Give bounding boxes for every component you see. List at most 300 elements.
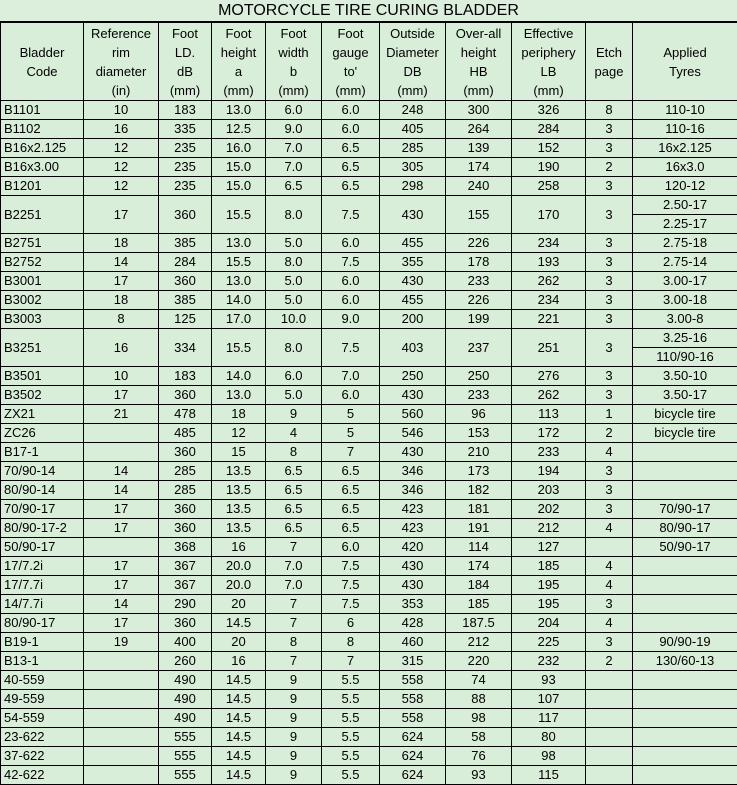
foot-gauge-cell: 5.5 bbox=[322, 690, 380, 709]
table-row bbox=[1, 272, 737, 291]
etch-page-cell bbox=[586, 728, 633, 747]
foot-ld-cell: 360 bbox=[159, 614, 212, 633]
outside-diameter-cell: 248 bbox=[380, 101, 446, 120]
header-line: (mm) bbox=[266, 81, 321, 100]
table-row bbox=[1, 538, 737, 557]
outside-diameter-cell: 430 bbox=[380, 557, 446, 576]
foot-height-cell: 13.0 bbox=[212, 272, 266, 291]
header-line: to' bbox=[322, 62, 379, 81]
overall-height-cell: 74 bbox=[446, 671, 512, 690]
applied-tyres-cell: 3.00-8 bbox=[633, 310, 737, 329]
overall-height-cell: 182 bbox=[446, 481, 512, 500]
foot-width-cell: 5.0 bbox=[266, 234, 322, 253]
bladder-table bbox=[0, 22, 737, 785]
foot-gauge-cell: 6 bbox=[322, 614, 380, 633]
rim-cell: 18 bbox=[84, 291, 159, 310]
applied-tyres-cell bbox=[633, 671, 737, 690]
foot-ld-cell: 555 bbox=[159, 747, 212, 766]
bladder-code-cell: B2752 bbox=[1, 253, 84, 272]
effective-periphery-cell: 203 bbox=[512, 481, 586, 500]
foot-gauge-cell: 6.5 bbox=[322, 481, 380, 500]
header-outside-diameter bbox=[380, 23, 446, 101]
header-line: Foot bbox=[266, 24, 321, 43]
outside-diameter-cell: 558 bbox=[380, 709, 446, 728]
overall-height-cell: 199 bbox=[446, 310, 512, 329]
outside-diameter-cell: 355 bbox=[380, 253, 446, 272]
applied-tyres-cell: 3.00-17 bbox=[633, 272, 737, 291]
effective-periphery-cell: 258 bbox=[512, 177, 586, 196]
foot-ld-cell: 490 bbox=[159, 690, 212, 709]
effective-periphery-cell: 185 bbox=[512, 557, 586, 576]
table-row bbox=[1, 158, 737, 177]
foot-height-cell: 20.0 bbox=[212, 557, 266, 576]
foot-ld-cell: 125 bbox=[159, 310, 212, 329]
foot-width-cell: 9 bbox=[266, 747, 322, 766]
outside-diameter-cell: 428 bbox=[380, 614, 446, 633]
bladder-code-cell: B2751 bbox=[1, 234, 84, 253]
table-row bbox=[1, 367, 737, 386]
bladder-code-cell: B3501 bbox=[1, 367, 84, 386]
effective-periphery-cell: 262 bbox=[512, 272, 586, 291]
effective-periphery-cell: 204 bbox=[512, 614, 586, 633]
table-row bbox=[1, 234, 737, 253]
outside-diameter-cell: 558 bbox=[380, 690, 446, 709]
foot-gauge-cell: 5.5 bbox=[322, 709, 380, 728]
outside-diameter-cell: 200 bbox=[380, 310, 446, 329]
table-row bbox=[1, 405, 737, 424]
overall-height-cell: 226 bbox=[446, 234, 512, 253]
header-effective-periphery bbox=[512, 23, 586, 101]
foot-width-cell: 9 bbox=[266, 766, 322, 785]
applied-tyres-cell: 120-12 bbox=[633, 177, 737, 196]
etch-page-cell: 3 bbox=[586, 253, 633, 272]
effective-periphery-cell: 152 bbox=[512, 139, 586, 158]
applied-tyre: 110/90-16 bbox=[633, 347, 737, 366]
header-line: rim bbox=[84, 43, 158, 62]
header-line: Reference bbox=[84, 24, 158, 43]
foot-width-cell: 7 bbox=[266, 652, 322, 671]
etch-page-cell: 3 bbox=[586, 386, 633, 405]
rim-cell bbox=[84, 652, 159, 671]
foot-width-cell: 6.5 bbox=[266, 481, 322, 500]
header-applied-tyres bbox=[633, 23, 737, 101]
effective-periphery-cell: 202 bbox=[512, 500, 586, 519]
rim-cell: 16 bbox=[84, 120, 159, 139]
header-line: Effective bbox=[512, 24, 585, 43]
applied-tyres-cell bbox=[633, 443, 737, 462]
foot-gauge-cell: 6.0 bbox=[322, 234, 380, 253]
foot-height-cell: 13.5 bbox=[212, 481, 266, 500]
effective-periphery-cell: 326 bbox=[512, 101, 586, 120]
bladder-code-cell: 70/90-14 bbox=[1, 462, 84, 481]
effective-periphery-cell: 262 bbox=[512, 386, 586, 405]
header-line: (in) bbox=[84, 81, 158, 100]
rim-cell bbox=[84, 690, 159, 709]
foot-height-cell: 16 bbox=[212, 538, 266, 557]
overall-height-cell: 93 bbox=[446, 766, 512, 785]
bladder-code-cell: B17-1 bbox=[1, 443, 84, 462]
overall-height-cell: 220 bbox=[446, 652, 512, 671]
bladder-code-cell: B2251 bbox=[1, 196, 84, 234]
table-row bbox=[1, 728, 737, 747]
foot-height-cell: 14.0 bbox=[212, 367, 266, 386]
foot-height-cell: 13.5 bbox=[212, 500, 266, 519]
table-row bbox=[1, 120, 737, 139]
foot-gauge-cell: 5.5 bbox=[322, 671, 380, 690]
foot-gauge-cell: 7.5 bbox=[322, 196, 380, 234]
overall-height-cell: 184 bbox=[446, 576, 512, 595]
rim-cell: 17 bbox=[84, 614, 159, 633]
foot-ld-cell: 334 bbox=[159, 329, 212, 367]
bladder-code-cell: 50/90-17 bbox=[1, 538, 84, 557]
etch-page-cell: 4 bbox=[586, 443, 633, 462]
rim-cell bbox=[84, 538, 159, 557]
outside-diameter-cell: 430 bbox=[380, 272, 446, 291]
table-row bbox=[1, 690, 737, 709]
foot-height-cell: 14.5 bbox=[212, 766, 266, 785]
overall-height-cell: 153 bbox=[446, 424, 512, 443]
foot-ld-cell: 235 bbox=[159, 158, 212, 177]
outside-diameter-cell: 250 bbox=[380, 367, 446, 386]
outside-diameter-cell: 298 bbox=[380, 177, 446, 196]
foot-height-cell: 14.0 bbox=[212, 291, 266, 310]
table-row bbox=[1, 576, 737, 595]
bladder-code-cell: B16x2.125 bbox=[1, 139, 84, 158]
effective-periphery-cell: 93 bbox=[512, 671, 586, 690]
applied-tyres-cell: 90/90-19 bbox=[633, 633, 737, 652]
foot-height-cell: 14.5 bbox=[212, 671, 266, 690]
overall-height-cell: 191 bbox=[446, 519, 512, 538]
foot-ld-cell: 367 bbox=[159, 576, 212, 595]
foot-gauge-cell: 6.0 bbox=[322, 120, 380, 139]
rim-cell: 12 bbox=[84, 158, 159, 177]
foot-ld-cell: 284 bbox=[159, 253, 212, 272]
header-row bbox=[1, 23, 737, 101]
bladder-code-cell: 14/7.7i bbox=[1, 595, 84, 614]
foot-ld-cell: 235 bbox=[159, 177, 212, 196]
foot-gauge-cell: 6.5 bbox=[322, 462, 380, 481]
foot-ld-cell: 235 bbox=[159, 139, 212, 158]
header-line: (mm) bbox=[446, 81, 511, 100]
foot-ld-cell: 183 bbox=[159, 101, 212, 120]
effective-periphery-cell: 170 bbox=[512, 196, 586, 234]
rim-cell: 12 bbox=[84, 177, 159, 196]
etch-page-cell bbox=[586, 766, 633, 785]
overall-height-cell: 174 bbox=[446, 557, 512, 576]
etch-page-cell: 3 bbox=[586, 595, 633, 614]
etch-page-cell: 4 bbox=[586, 557, 633, 576]
rim-cell: 10 bbox=[84, 367, 159, 386]
applied-tyres-cell: 3.00-18 bbox=[633, 291, 737, 310]
foot-gauge-cell: 6.5 bbox=[322, 139, 380, 158]
overall-height-cell: 114 bbox=[446, 538, 512, 557]
effective-periphery-cell: 276 bbox=[512, 367, 586, 386]
header-foot-width bbox=[266, 23, 322, 101]
header-line: LB bbox=[512, 62, 585, 81]
table-row bbox=[1, 386, 737, 405]
table-row bbox=[1, 595, 737, 614]
foot-gauge-cell: 7 bbox=[322, 443, 380, 462]
header-line: Code bbox=[1, 62, 83, 81]
outside-diameter-cell: 624 bbox=[380, 766, 446, 785]
table-row bbox=[1, 671, 737, 690]
header-line: diameter bbox=[84, 62, 158, 81]
effective-periphery-cell: 107 bbox=[512, 690, 586, 709]
foot-gauge-cell: 6.0 bbox=[322, 538, 380, 557]
table-row bbox=[1, 709, 737, 728]
header-foot-height bbox=[212, 23, 266, 101]
foot-width-cell: 8 bbox=[266, 443, 322, 462]
foot-gauge-cell: 5 bbox=[322, 405, 380, 424]
foot-width-cell: 10.0 bbox=[266, 310, 322, 329]
rim-cell bbox=[84, 728, 159, 747]
rim-cell: 17 bbox=[84, 519, 159, 538]
header-line: width bbox=[266, 43, 321, 62]
overall-height-cell: 139 bbox=[446, 139, 512, 158]
outside-diameter-cell: 346 bbox=[380, 462, 446, 481]
rim-cell: 10 bbox=[84, 101, 159, 120]
foot-ld-cell: 555 bbox=[159, 728, 212, 747]
foot-width-cell: 7 bbox=[266, 538, 322, 557]
foot-height-cell: 12 bbox=[212, 424, 266, 443]
overall-height-cell: 250 bbox=[446, 367, 512, 386]
bladder-code-cell: 37-622 bbox=[1, 747, 84, 766]
overall-height-cell: 187.5 bbox=[446, 614, 512, 633]
etch-page-cell: 2 bbox=[586, 652, 633, 671]
foot-ld-cell: 290 bbox=[159, 595, 212, 614]
etch-page-cell: 4 bbox=[586, 614, 633, 633]
foot-gauge-cell: 6.5 bbox=[322, 519, 380, 538]
effective-periphery-cell: 194 bbox=[512, 462, 586, 481]
foot-gauge-cell: 6.0 bbox=[322, 291, 380, 310]
applied-tyres-cell: 16x3.0 bbox=[633, 158, 737, 177]
header-line: Foot bbox=[159, 24, 211, 43]
rim-cell: 14 bbox=[84, 253, 159, 272]
header-line: Foot bbox=[322, 24, 379, 43]
etch-page-cell: 3 bbox=[586, 481, 633, 500]
overall-height-cell: 58 bbox=[446, 728, 512, 747]
rim-cell: 17 bbox=[84, 386, 159, 405]
header-overall-height bbox=[446, 23, 512, 101]
table-row bbox=[1, 101, 737, 120]
foot-height-cell: 13.0 bbox=[212, 234, 266, 253]
rim-cell: 17 bbox=[84, 196, 159, 234]
outside-diameter-cell: 460 bbox=[380, 633, 446, 652]
header-line: dB bbox=[159, 62, 211, 81]
applied-tyres-cell bbox=[633, 766, 737, 785]
overall-height-cell: 233 bbox=[446, 386, 512, 405]
table-row bbox=[1, 519, 737, 538]
outside-diameter-cell: 624 bbox=[380, 728, 446, 747]
bladder-code-cell: ZC26 bbox=[1, 424, 84, 443]
rim-cell: 14 bbox=[84, 481, 159, 500]
rim-cell: 17 bbox=[84, 557, 159, 576]
foot-ld-cell: 360 bbox=[159, 272, 212, 291]
etch-page-cell bbox=[586, 690, 633, 709]
etch-page-cell: 1 bbox=[586, 405, 633, 424]
foot-height-cell: 12.5 bbox=[212, 120, 266, 139]
foot-height-cell: 20 bbox=[212, 633, 266, 652]
foot-height-cell: 15 bbox=[212, 443, 266, 462]
etch-page-cell bbox=[586, 709, 633, 728]
foot-width-cell: 7 bbox=[266, 614, 322, 633]
etch-page-cell: 8 bbox=[586, 101, 633, 120]
foot-ld-cell: 490 bbox=[159, 709, 212, 728]
rim-cell: 19 bbox=[84, 633, 159, 652]
foot-gauge-cell: 7.5 bbox=[322, 595, 380, 614]
header-line: Diameter bbox=[380, 43, 445, 62]
effective-periphery-cell: 234 bbox=[512, 234, 586, 253]
applied-tyres-cell bbox=[633, 462, 737, 481]
rim-cell: 8 bbox=[84, 310, 159, 329]
foot-gauge-cell: 6.0 bbox=[322, 272, 380, 291]
effective-periphery-cell: 225 bbox=[512, 633, 586, 652]
header-line: (mm) bbox=[159, 81, 211, 100]
applied-tyres-cell: 50/90-17 bbox=[633, 538, 737, 557]
header-bladder-code bbox=[1, 23, 84, 101]
table-row bbox=[1, 177, 737, 196]
foot-height-cell: 13.5 bbox=[212, 462, 266, 481]
foot-height-cell: 20.0 bbox=[212, 576, 266, 595]
header-line: a bbox=[212, 62, 265, 81]
effective-periphery-cell: 190 bbox=[512, 158, 586, 177]
foot-width-cell: 4 bbox=[266, 424, 322, 443]
bladder-code-cell: B1102 bbox=[1, 120, 84, 139]
overall-height-cell: 237 bbox=[446, 329, 512, 367]
etch-page-cell: 3 bbox=[586, 196, 633, 234]
foot-ld-cell: 490 bbox=[159, 671, 212, 690]
foot-gauge-cell: 6.0 bbox=[322, 101, 380, 120]
bladder-code-cell: B3003 bbox=[1, 310, 84, 329]
foot-height-cell: 15.0 bbox=[212, 177, 266, 196]
bladder-code-cell: 42-622 bbox=[1, 766, 84, 785]
table-row bbox=[1, 443, 737, 462]
foot-ld-cell: 260 bbox=[159, 652, 212, 671]
rim-cell: 14 bbox=[84, 595, 159, 614]
overall-height-cell: 233 bbox=[446, 272, 512, 291]
foot-gauge-cell: 5.5 bbox=[322, 728, 380, 747]
foot-gauge-cell: 6.5 bbox=[322, 500, 380, 519]
header-line: page bbox=[586, 62, 632, 81]
foot-gauge-cell: 5.5 bbox=[322, 747, 380, 766]
applied-tyre: 2.50-17 bbox=[633, 196, 737, 214]
bladder-code-cell: B19-1 bbox=[1, 633, 84, 652]
outside-diameter-cell: 455 bbox=[380, 234, 446, 253]
header-line: Tyres bbox=[633, 62, 737, 81]
outside-diameter-cell: 624 bbox=[380, 747, 446, 766]
applied-tyres-cell bbox=[633, 329, 737, 367]
foot-ld-cell: 367 bbox=[159, 557, 212, 576]
effective-periphery-cell: 172 bbox=[512, 424, 586, 443]
bladder-code-cell: B3001 bbox=[1, 272, 84, 291]
etch-page-cell: 3 bbox=[586, 139, 633, 158]
outside-diameter-cell: 346 bbox=[380, 481, 446, 500]
header-line: (mm) bbox=[322, 81, 379, 100]
effective-periphery-cell: 212 bbox=[512, 519, 586, 538]
foot-width-cell: 7.0 bbox=[266, 139, 322, 158]
applied-tyres-cell: 130/60-13 bbox=[633, 652, 737, 671]
etch-page-cell: 3 bbox=[586, 462, 633, 481]
foot-width-cell: 6.0 bbox=[266, 101, 322, 120]
foot-gauge-cell: 7.5 bbox=[322, 576, 380, 595]
foot-gauge-cell: 8 bbox=[322, 633, 380, 652]
etch-page-cell: 3 bbox=[586, 367, 633, 386]
foot-gauge-cell: 5.5 bbox=[322, 766, 380, 785]
applied-tyres-cell bbox=[633, 614, 737, 633]
effective-periphery-cell: 195 bbox=[512, 576, 586, 595]
overall-height-cell: 174 bbox=[446, 158, 512, 177]
table-row bbox=[1, 652, 737, 671]
foot-height-cell: 16 bbox=[212, 652, 266, 671]
effective-periphery-cell: 113 bbox=[512, 405, 586, 424]
foot-width-cell: 5.0 bbox=[266, 272, 322, 291]
applied-tyre: 3.25-16 bbox=[633, 329, 737, 347]
foot-gauge-cell: 7.0 bbox=[322, 367, 380, 386]
foot-ld-cell: 385 bbox=[159, 234, 212, 253]
header-line: (mm) bbox=[212, 81, 265, 100]
foot-width-cell: 7.0 bbox=[266, 557, 322, 576]
rim-cell: 16 bbox=[84, 329, 159, 367]
bladder-code-cell: 17/7.7i bbox=[1, 576, 84, 595]
overall-height-cell: 173 bbox=[446, 462, 512, 481]
foot-width-cell: 7.0 bbox=[266, 158, 322, 177]
table-row bbox=[1, 139, 737, 158]
rim-cell bbox=[84, 766, 159, 785]
outside-diameter-cell: 430 bbox=[380, 576, 446, 595]
foot-width-cell: 8.0 bbox=[266, 196, 322, 234]
applied-tyres-cell: 2.75-18 bbox=[633, 234, 737, 253]
table-row bbox=[1, 747, 737, 766]
applied-tyres-cell bbox=[633, 196, 737, 234]
foot-ld-cell: 360 bbox=[159, 196, 212, 234]
etch-page-cell bbox=[586, 671, 633, 690]
foot-width-cell: 6.5 bbox=[266, 519, 322, 538]
effective-periphery-cell: 193 bbox=[512, 253, 586, 272]
foot-width-cell: 6.5 bbox=[266, 462, 322, 481]
applied-tyres-cell bbox=[633, 595, 737, 614]
overall-height-cell: 300 bbox=[446, 101, 512, 120]
effective-periphery-cell: 251 bbox=[512, 329, 586, 367]
table-row bbox=[1, 766, 737, 785]
foot-height-cell: 15.5 bbox=[212, 196, 266, 234]
header-line: Bladder bbox=[1, 43, 83, 62]
foot-gauge-cell: 6.0 bbox=[322, 386, 380, 405]
etch-page-cell: 3 bbox=[586, 310, 633, 329]
outside-diameter-cell: 420 bbox=[380, 538, 446, 557]
foot-ld-cell: 385 bbox=[159, 291, 212, 310]
etch-page-cell bbox=[586, 747, 633, 766]
effective-periphery-cell: 127 bbox=[512, 538, 586, 557]
foot-width-cell: 7.0 bbox=[266, 576, 322, 595]
foot-width-cell: 9 bbox=[266, 405, 322, 424]
foot-width-cell: 5.0 bbox=[266, 386, 322, 405]
table-body bbox=[1, 101, 737, 785]
rim-cell bbox=[84, 671, 159, 690]
etch-page-cell: 3 bbox=[586, 272, 633, 291]
foot-height-cell: 14.5 bbox=[212, 709, 266, 728]
header-line: periphery bbox=[512, 43, 585, 62]
header-line: Outside bbox=[380, 24, 445, 43]
outside-diameter-cell: 558 bbox=[380, 671, 446, 690]
table-row bbox=[1, 310, 737, 329]
overall-height-cell: 96 bbox=[446, 405, 512, 424]
foot-ld-cell: 360 bbox=[159, 443, 212, 462]
foot-width-cell: 7 bbox=[266, 595, 322, 614]
table-row bbox=[1, 557, 737, 576]
foot-height-cell: 20 bbox=[212, 595, 266, 614]
etch-page-cell: 3 bbox=[586, 177, 633, 196]
foot-gauge-cell: 6.5 bbox=[322, 177, 380, 196]
